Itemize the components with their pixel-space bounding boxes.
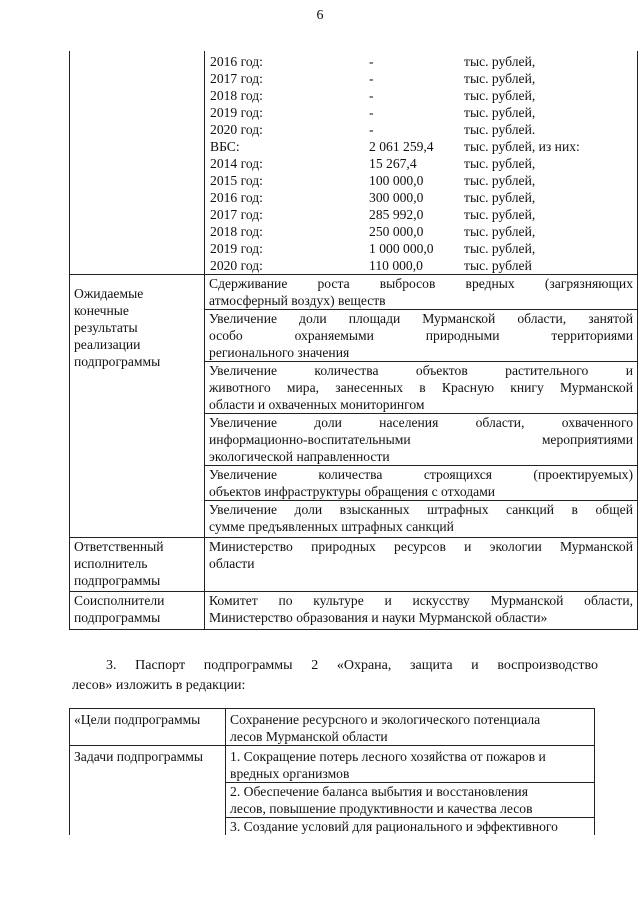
task-item [226,818,595,836]
label-line: Соисполнители [74,593,165,608]
finance-unit: тыс. рублей, [464,105,536,120]
task-item [226,746,595,783]
finance-line [210,240,633,257]
finance-year: ВБС: [210,139,240,154]
coexecutors-row [70,592,638,630]
finance-line [210,206,633,223]
finance-year: 2017 год: [210,207,263,222]
finance-year: 2017 год: [210,71,263,86]
finance-value: 100 000,0 [369,173,424,188]
result-line: информационно-воспитательными мероприятиями [209,432,633,447]
expected-result-item [205,362,638,414]
result-line: Увеличение доли взысканных штрафных санкций в общей [209,502,633,517]
goals-text [226,709,595,746]
result-line: объектов инфраструктуры обращения с отходами [209,484,496,499]
coexecutors-text [205,592,638,630]
finance-value: - [369,71,374,86]
expected-result-item [205,414,638,466]
label-line: исполнитель [74,556,148,571]
finance-year: 2016 год: [210,54,263,69]
result-line: атмосферный воздух) веществ [209,293,386,308]
finance-line [210,257,633,274]
task-line: вредных организмов [230,766,350,781]
label-line: результаты [74,320,138,335]
finance-value: - [369,88,374,103]
text-line: Министерство природных ресурсов и экологии Мурманской [209,539,633,554]
responsible-text [205,538,638,592]
result-line: Увеличение доли населения области, охваченного [209,415,633,430]
finance-unit: тыс. рублей, [464,207,536,222]
finance-year: 2018 год: [210,88,263,103]
label-line: подпрограммы [74,354,161,369]
finance-line [210,155,633,172]
expected-result-item [205,310,638,362]
text-line: Сохранение ресурсного и экологического потенциала [230,712,541,727]
paragraph-line-2: лесов» изложить в редакции: [72,678,246,693]
finance-line [210,138,633,155]
finance-row [70,51,638,275]
finance-unit: тыс. рублей, [464,156,536,171]
result-line: области и охваченных мониторингом [209,397,425,412]
goals-label: «Цели подпрограммы [70,709,226,746]
page-number: 6 [316,8,324,23]
task-line: 3. Создание условий для рационального и эффективного [230,819,558,834]
finance-year: 2016 год: [210,190,263,205]
finance-unit: тыс. рублей. [464,122,536,137]
finance-value: - [369,105,374,120]
task-line: 2. Обеспечение баланса выбытия и восстановления [230,784,528,799]
subprogram-passport-table [69,51,638,630]
finance-unit: тыс. рублей, [464,173,536,188]
finance-line [210,70,633,87]
result-line: Увеличение количества объектов растительного и [209,363,633,378]
result-line: экологической направленности [209,449,390,464]
result-line: Сдерживание роста выбросов вредных (загрязняющих [209,276,633,291]
responsible-row [70,538,638,592]
finance-year: 2014 год: [210,156,263,171]
finance-value: - [369,54,374,69]
finance-year: 2018 год: [210,224,263,239]
finance-value: 15 267,4 [369,156,417,171]
finance-label-cell [70,51,205,275]
finance-line [210,172,633,189]
finance-year: 2019 год: [210,105,263,120]
result-line: особо охраняемыми природными территориями [209,328,633,343]
expected-results-label [70,275,205,538]
label-line: Ответственный [74,539,164,554]
finance-value: 285 992,0 [369,207,424,222]
label-line: подпрограммы [74,573,161,588]
text-line: области [209,556,255,571]
finance-unit: тыс. рублей, [464,224,536,239]
expected-result-item [205,275,638,310]
finance-unit: тыс. рублей, [464,54,536,69]
label-line: подпрограммы [74,610,161,625]
finance-value: 300 000,0 [369,190,424,205]
finance-line [210,121,633,138]
label-line: конечные [74,303,129,318]
finance-line [210,104,633,121]
task-line: лесов, повышение продуктивности и качества лесов [230,801,533,816]
result-line: Увеличение количества строящихся (проектируемых) [209,467,633,482]
finance-line [210,53,633,70]
goals-row [70,709,595,746]
result-line: сумме предъявленных штрафных санкций [209,519,454,534]
finance-value: - [369,122,374,137]
finance-year: 2015 год: [210,173,263,188]
finance-cell [205,51,638,275]
tasks-row-1 [70,746,595,783]
finance-year: 2020 год: [210,122,263,137]
responsible-label [70,538,205,592]
finance-unit: тыс. рублей, [464,71,536,86]
finance-unit: тыс. рублей, из них: [464,139,580,154]
label-line: реализации [74,337,141,352]
finance-unit: тыс. рублей, [464,190,536,205]
finance-line [210,87,633,104]
finance-unit: тыс. рублей [464,258,532,273]
finance-line [210,223,633,240]
expected-row-1 [70,275,638,310]
finance-line [210,189,633,206]
result-line: регионального значения [209,345,350,360]
finance-year: 2019 год: [210,241,263,256]
finance-unit: тыс. рублей, [464,88,536,103]
finance-year: 2020 год: [210,258,263,273]
text-line: Комитет по культуре и искусству Мурманской области, [209,593,633,608]
task-line: 1. Сокращение потерь лесного хозяйства от пожаров и [230,749,546,764]
finance-value: 250 000,0 [369,224,424,239]
task-item [226,783,595,818]
text-line: Министерство образования и науки Мурманской области» [209,610,548,625]
result-line: животного мира, занесенных в Красную книгу Мурманской [209,380,633,395]
expected-result-item [205,466,638,501]
result-line: Увеличение доли площади Мурманской области, занятой [209,311,633,326]
finance-value: 2 061 259,4 [369,139,434,154]
finance-value: 1 000 000,0 [369,241,434,256]
tasks-label: Задачи подпрограммы [70,746,226,836]
finance-unit: тыс. рублей, [464,241,536,256]
finance-value: 110 000,0 [369,258,423,273]
text-line: лесов Мурманской области [230,729,388,744]
subprogram-2-passport-table [69,708,595,835]
amendment-paragraph [72,656,598,696]
expected-result-item [205,501,638,538]
coexecutors-label [70,592,205,630]
paragraph-line-1: 3. Паспорт подпрограммы 2 «Охрана, защита и воспроизводство [106,658,598,673]
label-line: Ожидаемые [74,286,144,301]
